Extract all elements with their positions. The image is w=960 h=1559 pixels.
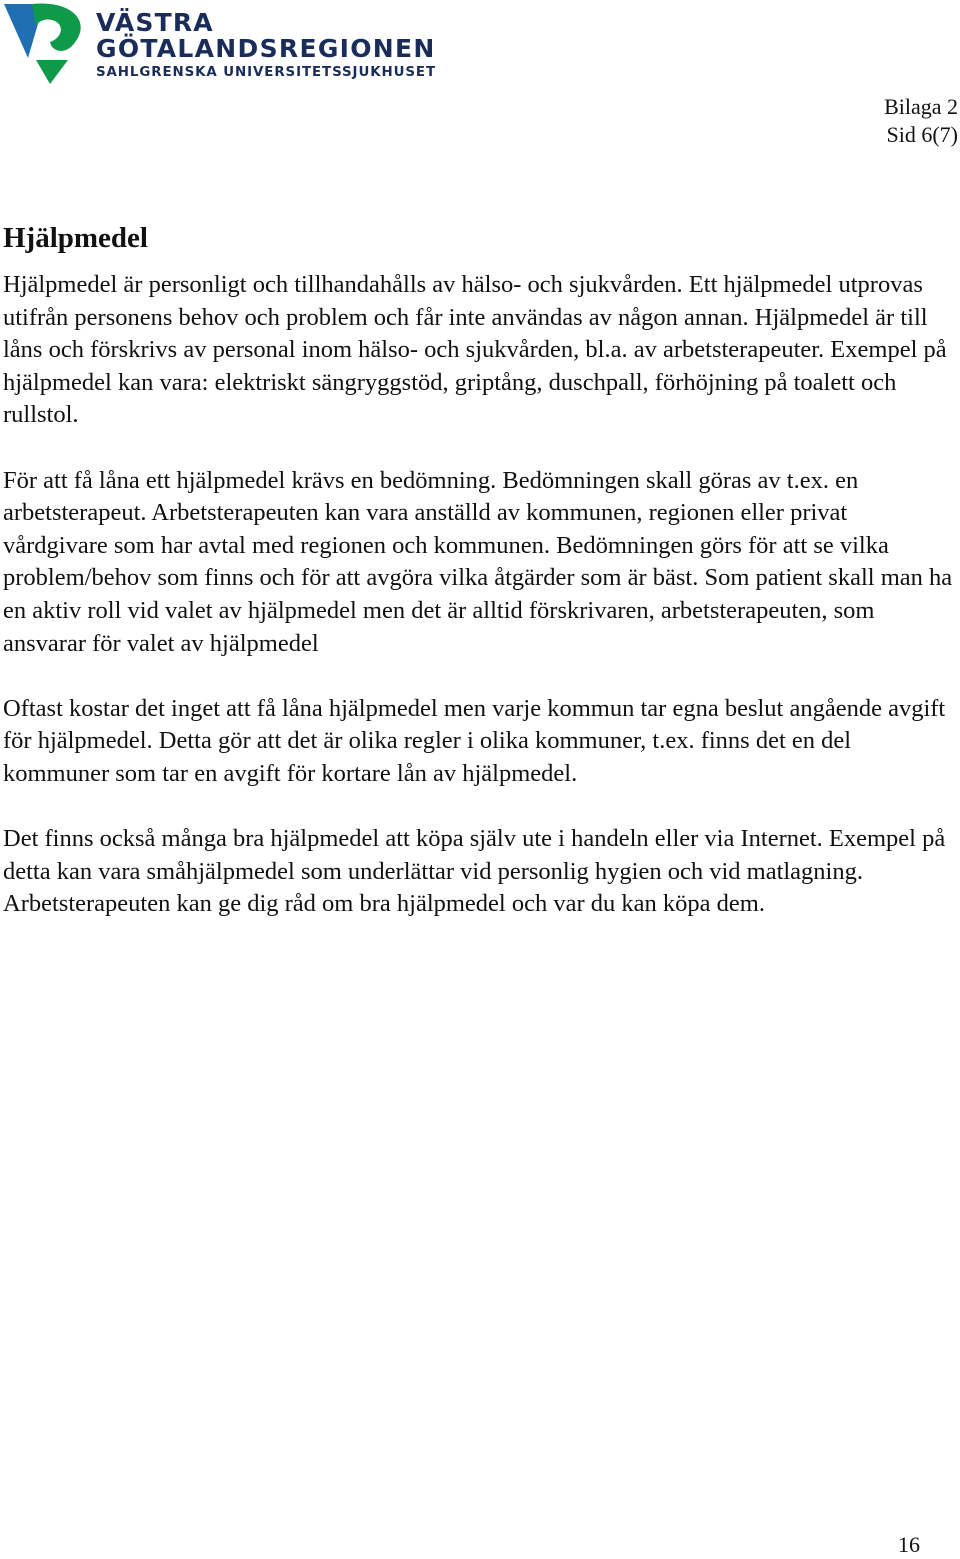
page-number: 16 bbox=[898, 1532, 920, 1557]
section-title: Hjälpmedel bbox=[3, 222, 148, 254]
paragraph: För att få låna ett hjälpmedel krävs en bedömning. Bedömningen skall göras av t.ex. en arbetsterapeut. Arbetsterapeuten kan vara anställd av kommunen, regionen eller privat vårdgivare som har avtal med regionen och kommunen. Bedömningen görs för att se vilka problem/behov som finns och för att avgöra vilka åtgärder som är bäst. Som patient skall man ha en aktiv roll vid valet av hjälpmedel men det är alltid förskrivaren, arbetsterapeuten, som ansvarar för valet av hjälpmedel bbox=[3, 466, 953, 657]
page-reference bbox=[884, 93, 958, 149]
logo-green-arrow bbox=[36, 60, 68, 84]
document-body bbox=[3, 269, 958, 953]
logo-wordmark bbox=[96, 10, 436, 79]
logo-line-2: GÖTALANDSREGIONEN bbox=[96, 34, 436, 63]
logo-line-3: SAHLGRENSKA UNIVERSITETSSJUKHUSET bbox=[96, 65, 436, 80]
paragraph: Oftast kostar det inget att få låna hjälpmedel men varje kommun tar egna beslut angående avgift för hjälpmedel. Detta gör att det är olika regler i olika kommuner, t.ex. finns det en del kommuner som tar en avgift för kortare lån av hjälpmedel. bbox=[3, 694, 946, 787]
logo-green-arc bbox=[32, 4, 81, 51]
paragraph: Hjälpmedel är personligt och tillhandahålls av hälso- och sjukvården. Ett hjälpmedel utprovas utifrån personens behov och problem och får inte användas av någon annan. Hjälpmedel är till låns och förskrivs av personal inom hälso- och sjukvården, bl.a. av arbetsterapeuter. Exempel på hjälpmedel kan vara: elektriskt sängryggstöd, griptång, duschpall, förhöjning på toalett och rullstol. bbox=[3, 271, 947, 429]
vgr-logo-mark-icon bbox=[2, 2, 94, 88]
attachment-label: Bilaga 2 bbox=[884, 94, 958, 119]
organization-logo bbox=[2, 2, 447, 88]
logo-line-1: VÄSTRA bbox=[96, 8, 214, 37]
page-counter: Sid 6(7) bbox=[886, 122, 958, 147]
paragraph: Det finns också många bra hjälpmedel att köpa själv ute i handeln eller via Internet. Exempel på detta kan vara småhjälpmedel som underlättar vid personlig hygien och vid matlagning. Arbetsterapeuten kan ge dig råd om bra hjälpmedel och var du kan köpa dem. bbox=[3, 825, 946, 918]
